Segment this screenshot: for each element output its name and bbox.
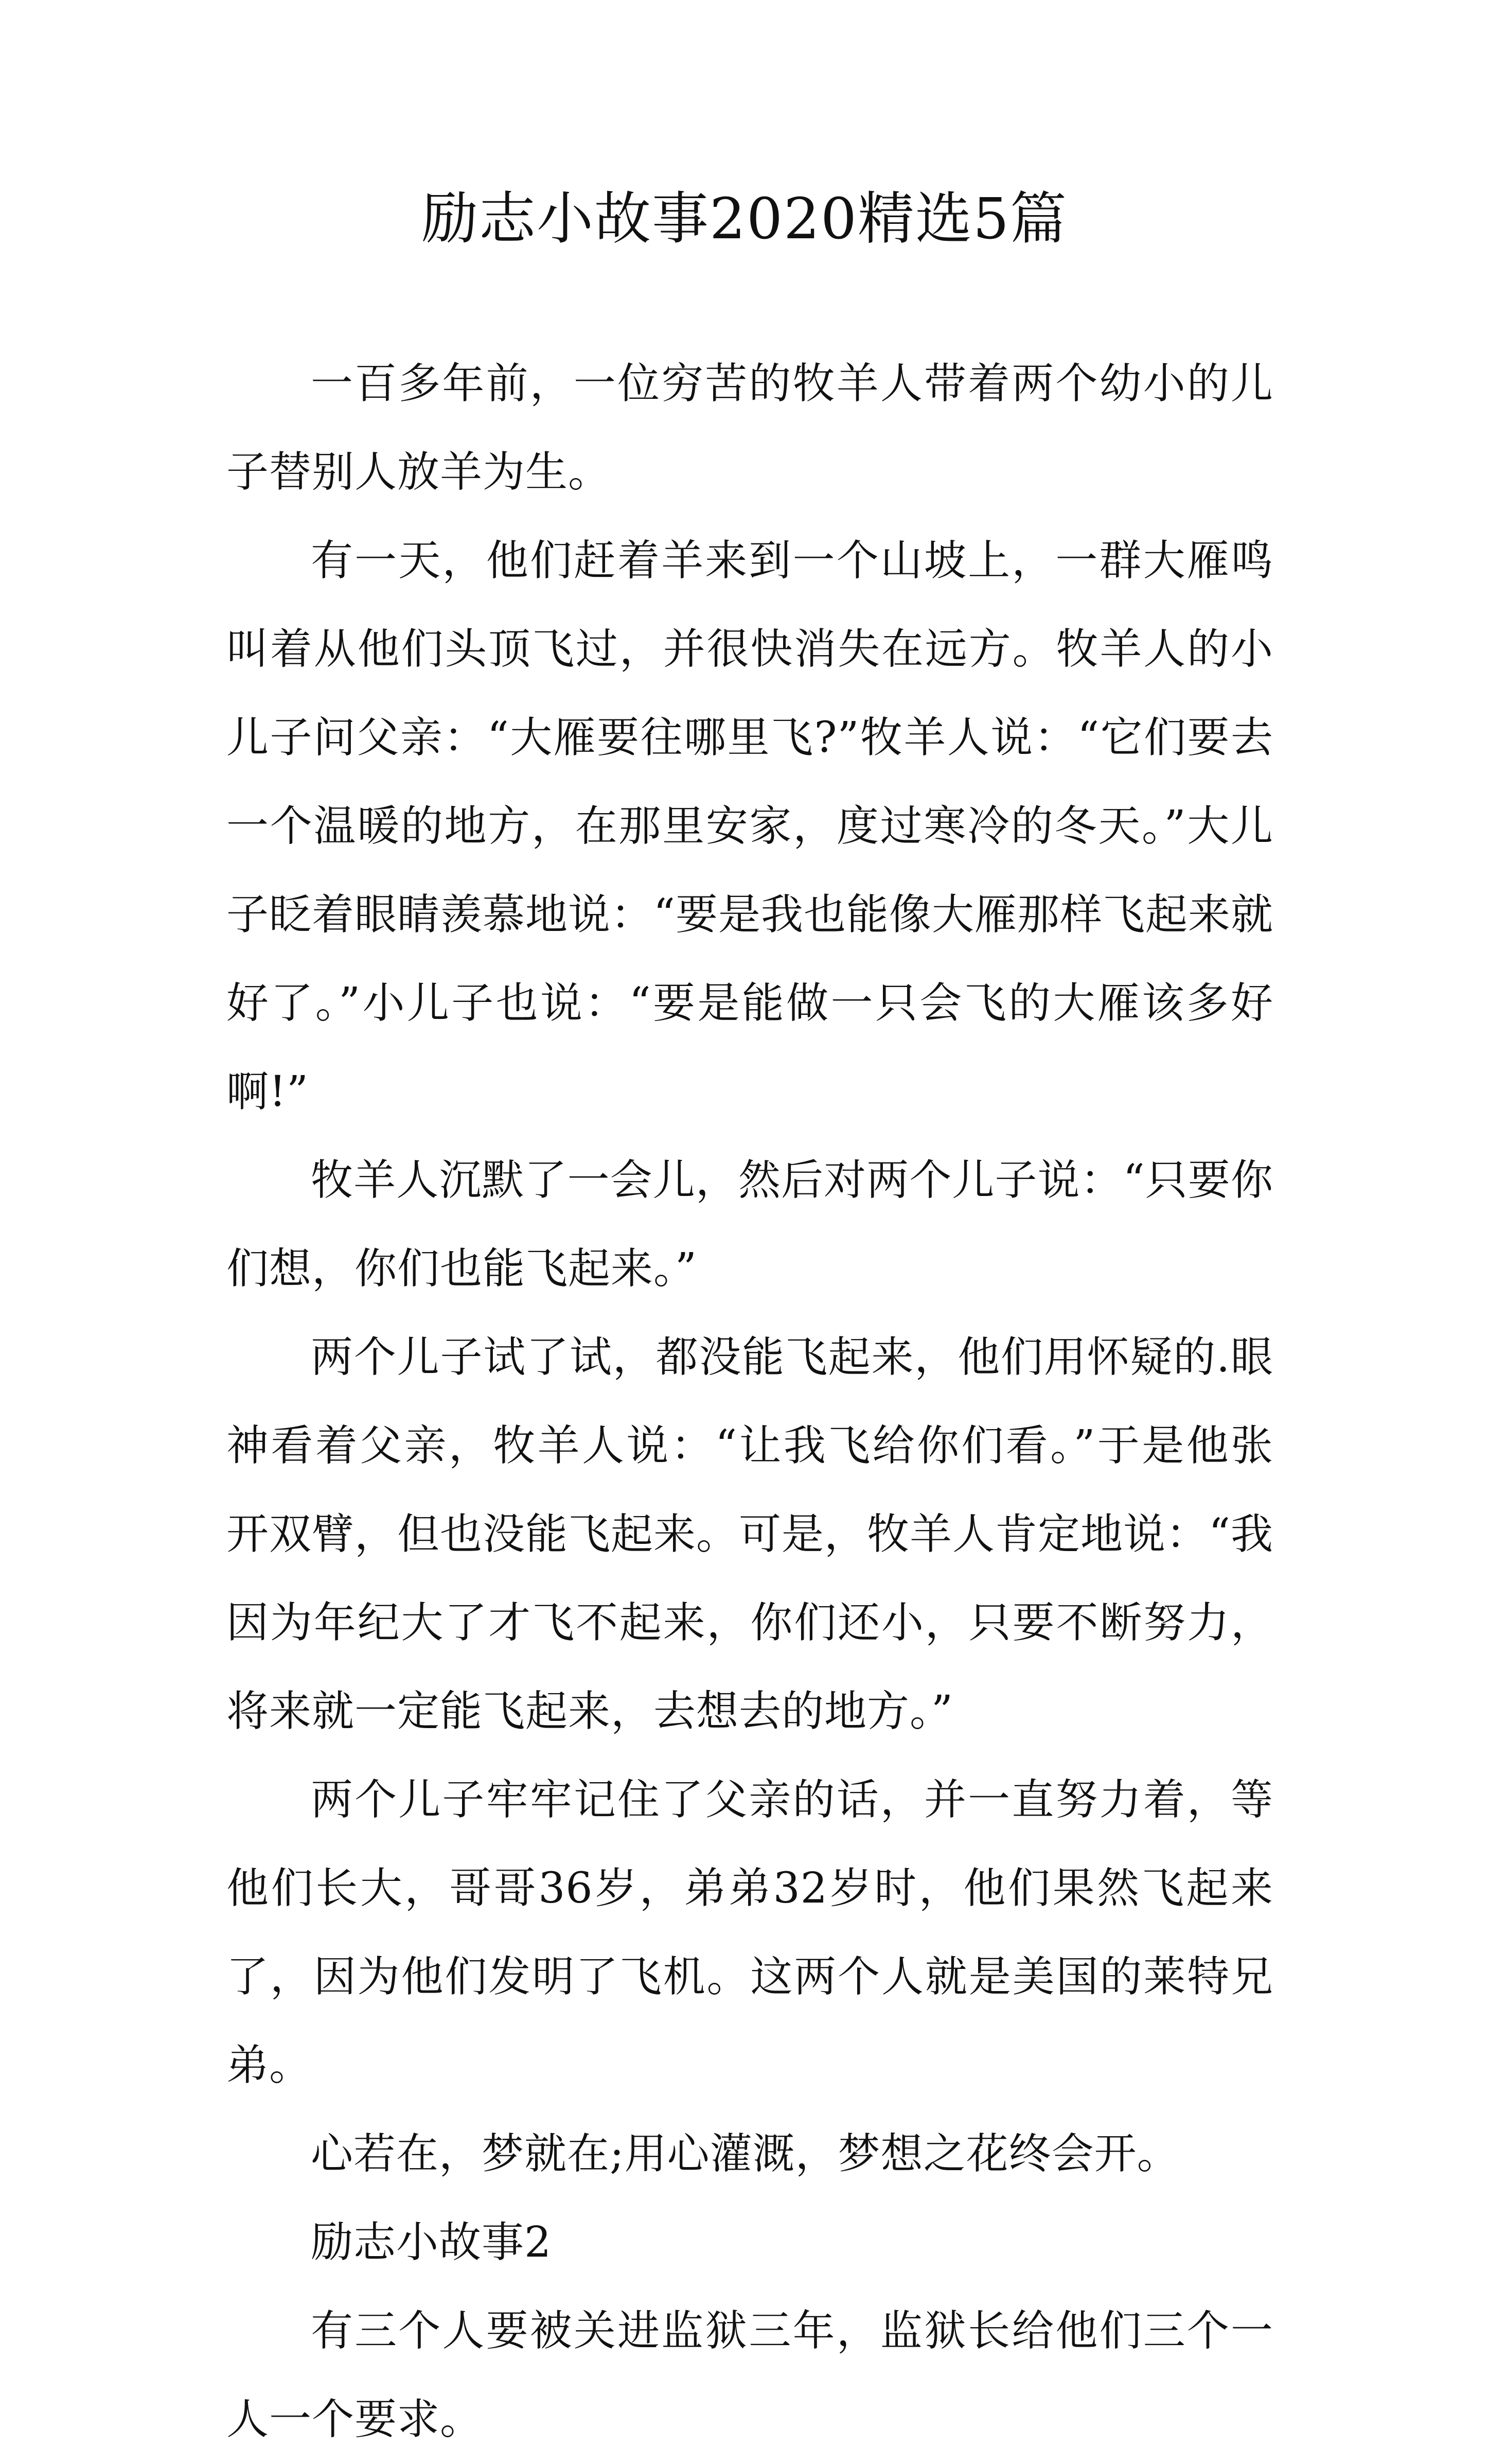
paragraph-silence: 牧羊人沉默了一会儿，然后对两个儿子说：“只要你们想，你们也能飞起来。” xyxy=(226,1156,1273,1293)
document-title: 励志小故事2020精选5篇 xyxy=(421,186,1068,252)
paragraph-prison: 有三个人要被关进监狱三年，监狱长给他们三个一人一个要求。 xyxy=(226,2307,1273,2444)
paragraph-intro: 一百多年前，一位穷苦的牧羊人带着两个幼小的儿子替别人放羊为生。 xyxy=(226,359,1273,497)
paragraph-geese: 有一天，他们赶着羊来到一个山坡上，一群大雁鸣叫着从他们头顶飞过，并很快消失在远方。牧羊人的小儿子问父亲：“大雁要往哪里飞?”牧羊人说：“它们要去一个温暖的地方，在那里安家，度过寒冷的冬天。”大儿子眨着眼睛羡慕地说：“要是我也能像大雁那样飞起来就好了。”小儿子也说：“要是能做一只会飞的大雁该多好啊!” xyxy=(226,536,1273,1116)
paragraph-moral: 心若在，梦就在;用心灌溉，梦想之花终会开。 xyxy=(311,2129,1180,2178)
section-heading-story-2: 励志小故事2 xyxy=(311,2218,552,2267)
document-body xyxy=(226,340,1273,2464)
paragraph-try: 两个儿子试了试，都没能飞起来，他们用怀疑的.眼神看着父亲，牧羊人说：“让我飞给你们看。”于是他张开双臂，但也没能飞起来。可是，牧羊人肯定地说：“我因为年纪大了才飞不起来，你们还小，只要不断努力，将来就一定能飞起来，去想去的地方。” xyxy=(226,1333,1273,1736)
paragraph-wright-brothers: 两个儿子牢牢记住了父亲的话，并一直努力着，等他们长大，哥哥36岁，弟弟32岁时，他们果然飞起来了，因为他们发明了飞机。这两个人就是美国的莱特兄弟。 xyxy=(226,1775,1273,2090)
